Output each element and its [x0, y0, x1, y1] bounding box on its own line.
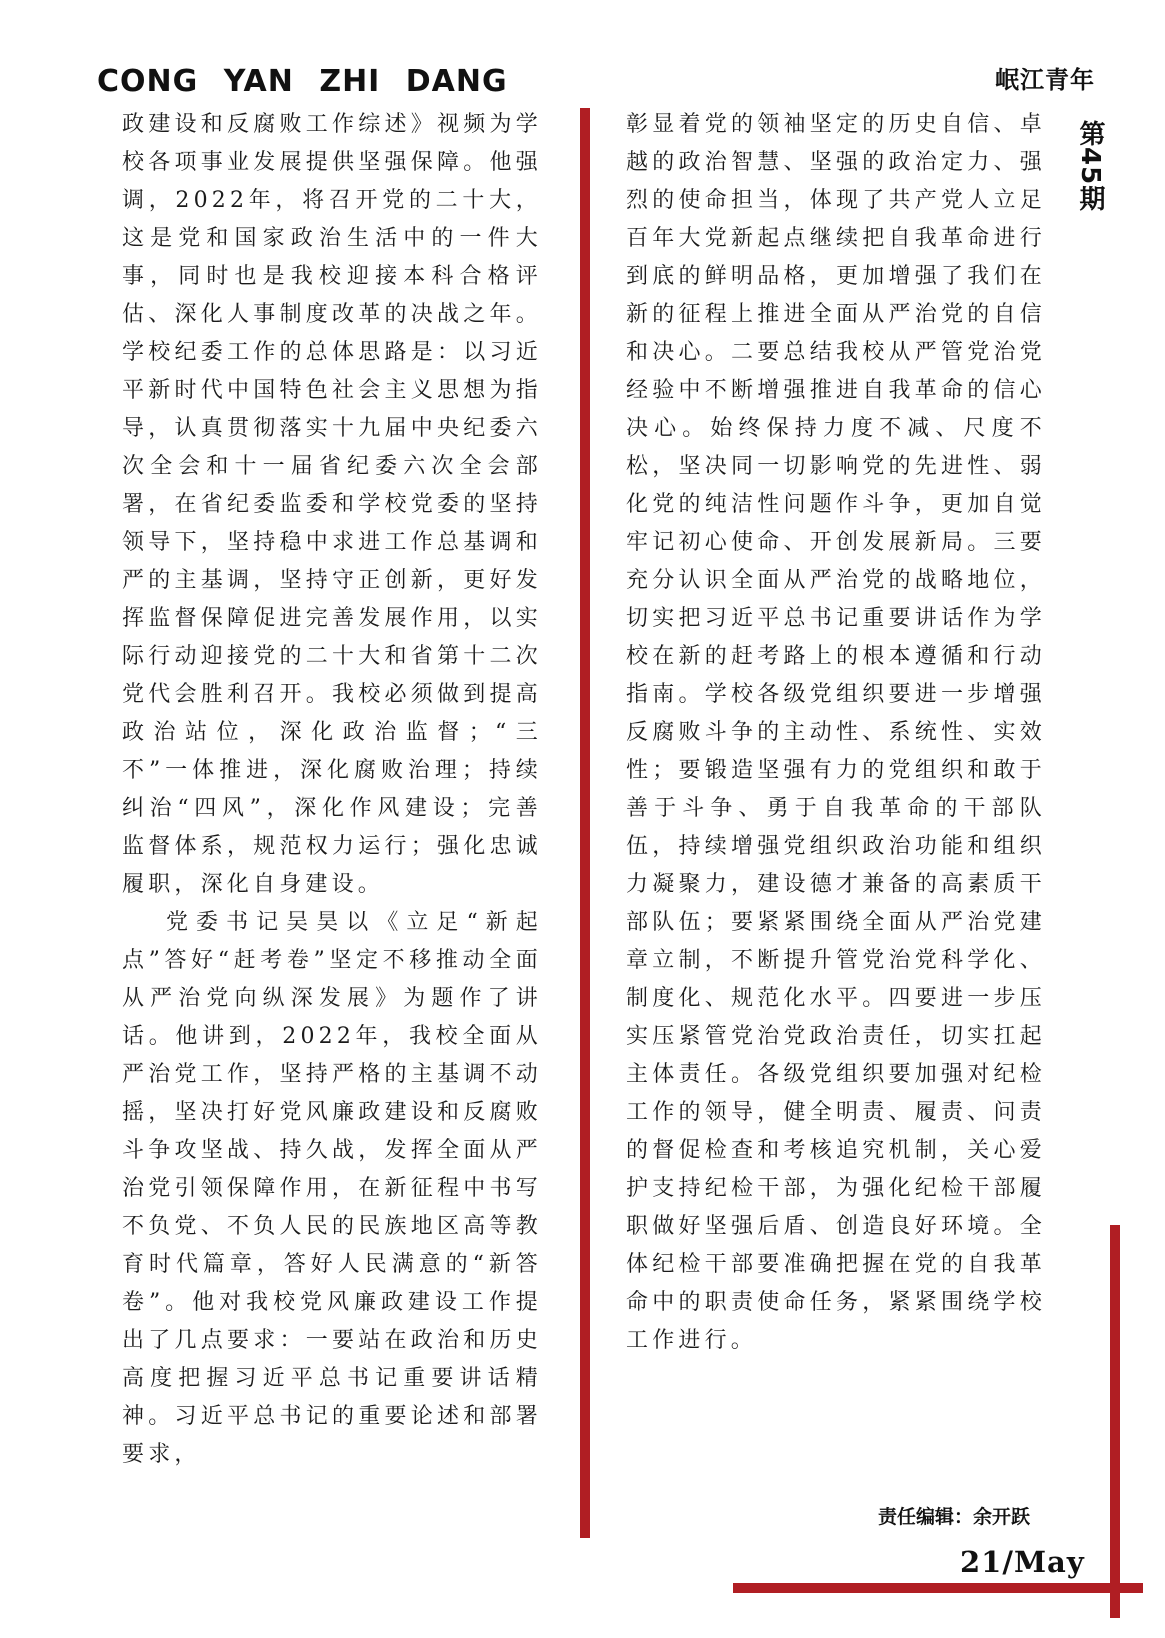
issue-number: 第45期: [1075, 120, 1105, 213]
magazine-title: 岷江青年: [995, 66, 1095, 94]
publication-date: 21/May: [960, 1545, 1085, 1579]
corner-decor-horizontal-line: [733, 1583, 1143, 1593]
article-column-right: [626, 106, 1046, 1360]
corner-decor-vertical-line: [1110, 1225, 1120, 1618]
paragraph-right-1: 彰显着党的领袖坚定的历史自信、卓越的政治智慧、坚强的政治定力、强烈的使命担当，体现了共产党人立足百年大党新起点继续把自我革命进行到底的鲜明品格，更加增强了我们在新的征程上推进全面从严治党的自信和决心。二要总结我校从严管党治党经验中不断增强推进自我革命的信心决心。始终保持力度不减、尺度不松，坚决同一切影响党的先进性、弱化党的纯洁性问题作斗争，更加自觉牢记初心使命、开创发展新局。三要充分认识全面从严治党的战略地位，切实把习近平总书记重要讲话作为学校在新的赶考路上的根本遵循和行动指南。学校各级党组织要进一步增强反腐败斗争的主动性、系统性、实效性；要锻造坚强有力的党组织和敢于善于斗争、勇于自我革命的干部队伍，持续增强党组织政治功能和组织力凝聚力，建设德才兼备的高素质干部队伍；要紧紧围绕全面从严治党建章立制，不断提升管党治党科学化、制度化、规范化水平。四要进一步压实压紧管党治党政治责任，切实扛起主体责任。各级党组织要加强对纪检工作的领导，健全明责、履责、问责的督促检查和考核追究机制，关心爱护支持纪检干部，为强化纪检干部履职做好坚强后盾、创造良好环境。全体纪检干部要准确把握在党的自我革命中的职责使命任务，紧紧围绕学校工作进行。: [626, 112, 1046, 1353]
column-divider-line: [580, 108, 590, 1538]
header-section-title: CONG YAN ZHI DANG: [97, 64, 508, 99]
paragraph-left-1: 政建设和反腐败工作综述》视频为学校各项事业发展提供坚强保障。他强调，2022年，将召开党的二十大，这是党和国家政治生活中的一件大事，同时也是我校迎接本科合格评估、深化人事制度改革的决战之年。学校纪委工作的总体思路是：以习近平新时代中国特色社会主义思想为指导，认真贯彻落实十九届中央纪委六次全会和十一届省纪委六次全会部署，在省纪委监委和学校党委的坚持领导下，坚持稳中求进工作总基调和严的主基调，坚持守正创新，更好发挥监督保障促进完善发展作用，以实际行动迎接党的二十大和省第十二次党代会胜利召开。我校必须做到提高政治站位，深化政治监督；“三不”一体推进，深化腐败治理；持续纠治“四风”，深化作风建设；完善监督体系，规范权力运行；强化忠诚履职，深化自身建设。: [122, 112, 542, 897]
article-column-left: [122, 106, 542, 1474]
paragraph-left-2: 党委书记吴昊以《立足“新起点”答好“赶考卷”坚定不移推动全面从严治党向纵深发展》为题作了讲话。他讲到，2022年，我校全面从严治党工作，坚持严格的主基调不动摇，坚决打好党风廉政建设和反腐败斗争攻坚战、持久战，发挥全面从严治党引领保障作用，在新征程中书写不负党、不负人民的民族地区高等教育时代篇章，答好人民满意的“新答卷”。他对我校党风廉政建设工作提出了几点要求：一要站在政治和历史高度把握习近平总书记重要讲话精神。习近平总书记的重要论述和部署要求，: [122, 910, 542, 1467]
responsible-editor: 责任编辑：余开跃: [878, 1506, 1031, 1528]
